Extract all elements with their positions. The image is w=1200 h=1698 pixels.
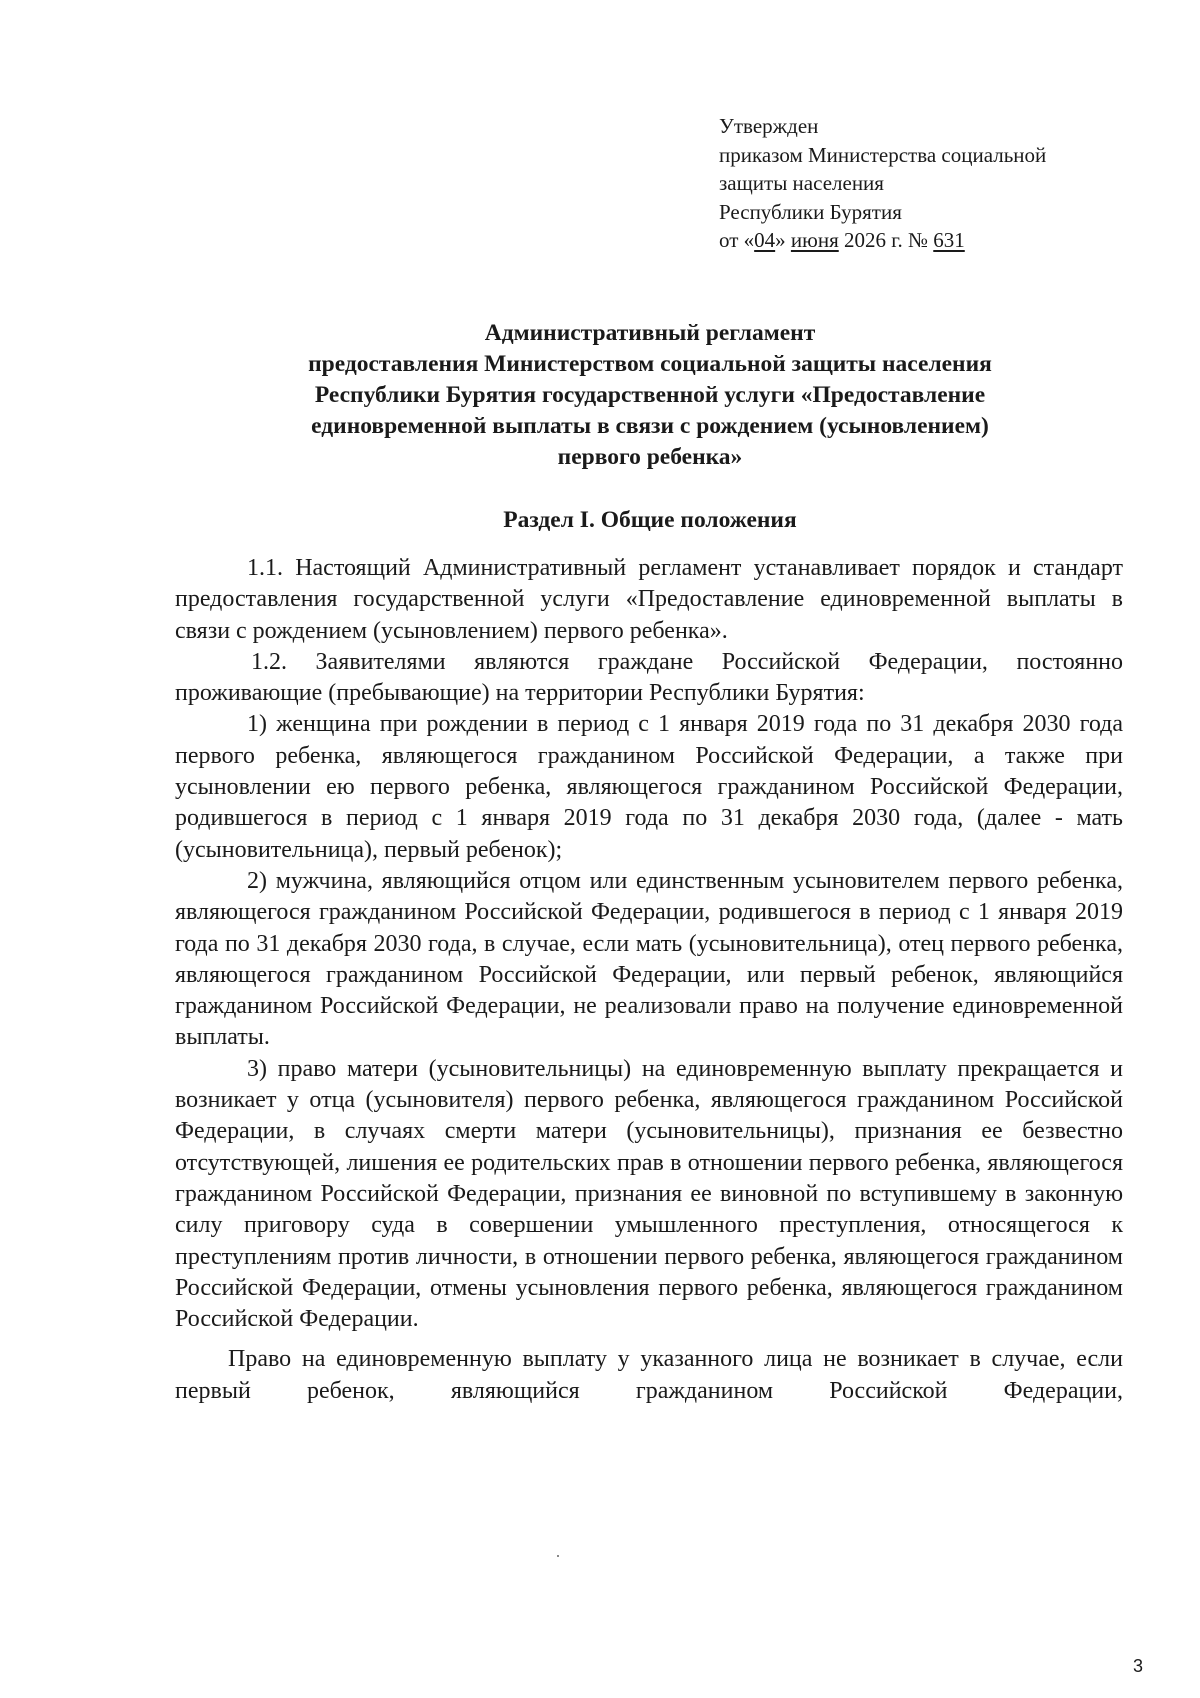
- scan-speck: [557, 1555, 559, 1557]
- title-line: Республики Бурятия государственной услуги «Предоставление: [314, 382, 986, 408]
- title-line: Административный регламент: [484, 320, 816, 346]
- approval-number: 631: [933, 228, 965, 252]
- approval-line: защиты населения: [719, 171, 884, 195]
- title-line: первого ребенка»: [557, 444, 743, 470]
- date-quote-close: »: [775, 228, 791, 252]
- document-title: [175, 318, 1125, 473]
- list-item-1: 1) женщина при рождении в период с 1 января 2019 года по 31 декабря 2030 года первого ребенка, являющегося гражданином Российской Федерации, а также при усыновлении ею первого ребенка, являющегося гражданином Российской Федерации, родившегося в период с 1 января 2019 года по 31 декабря 2030 года, (далее - мать (усыновительница), первый ребенок);: [175, 711, 1123, 863]
- paragraph-1-1: 1.1. Настоящий Административный регламент устанавливает порядок и стандарт предоставления государственной услуги «Предоставление единовременной выплаты в связи с рождением (усыновлением) первого ребенка».: [175, 555, 1123, 644]
- list-item-3: 3) право матери (усыновительницы) на единовременную выплату прекращается и возникает у отца (усыновителя) первого ребенка, являющегося гражданином Российской Федерации, в случаях смерти матери (усыновительницы), признания ее безвестно отсутствующей, лишения ее родительских прав в отношении первого ребенка, являющегося гражданином Российской Федерации, признания ее виновной по вступившему в законную силу приговору суда в совершении умышленного преступления, относящегося к преступлениям против личности, в отношении первого ребенка, являющегося гражданином Российской Федерации, отмены усыновления первого ребенка, являющегося гражданином Российской Федерации.: [175, 1055, 1123, 1333]
- approval-block: [719, 112, 1139, 255]
- date-prefix: от «: [719, 228, 755, 252]
- approval-line: Республики Бурятия: [719, 199, 902, 224]
- section-heading: Раздел I. Общие положения: [503, 507, 797, 533]
- approval-year: 2026 г. №: [838, 228, 934, 252]
- approval-date-line: [719, 226, 1139, 255]
- paragraph-1-2: 1.2. Заявителями являются граждане Российской Федерации, постоянно проживающие (пребывающие) на территории Республики Бурятия:: [175, 648, 1123, 707]
- document-body: [175, 553, 1123, 1407]
- approval-line: Утвержден: [719, 114, 819, 138]
- title-line: предоставления Министерством социальной защиты населения: [308, 351, 992, 377]
- paragraph-right: Право на единовременную выплату у указанного лица не возникает в случае, если первый ребенок, являющийся гражданином Российской Федерации,: [175, 1346, 1123, 1404]
- approval-line: приказом Министерства социальной: [719, 142, 1047, 167]
- page-number: 3: [1133, 1656, 1144, 1676]
- approval-month: июня: [790, 228, 839, 252]
- title-line: единовременной выплаты в связи с рождением (усыновлением): [311, 413, 989, 439]
- approval-day: 04: [754, 228, 776, 252]
- list-item-2: 2) мужчина, являющийся отцом или единственным усыновителем первого ребенка, являющегося гражданином Российской Федерации, родившегося в период с 1 января 2019 года по 31 декабря 2030 года, в случае, если мать (усыновительница), отец первого ребенка, являющегося гражданином Российской Федерации, или первый ребенок, являющийся гражданином Российской Федерации, не реализовали право на получение единовременной выплаты.: [175, 867, 1123, 1051]
